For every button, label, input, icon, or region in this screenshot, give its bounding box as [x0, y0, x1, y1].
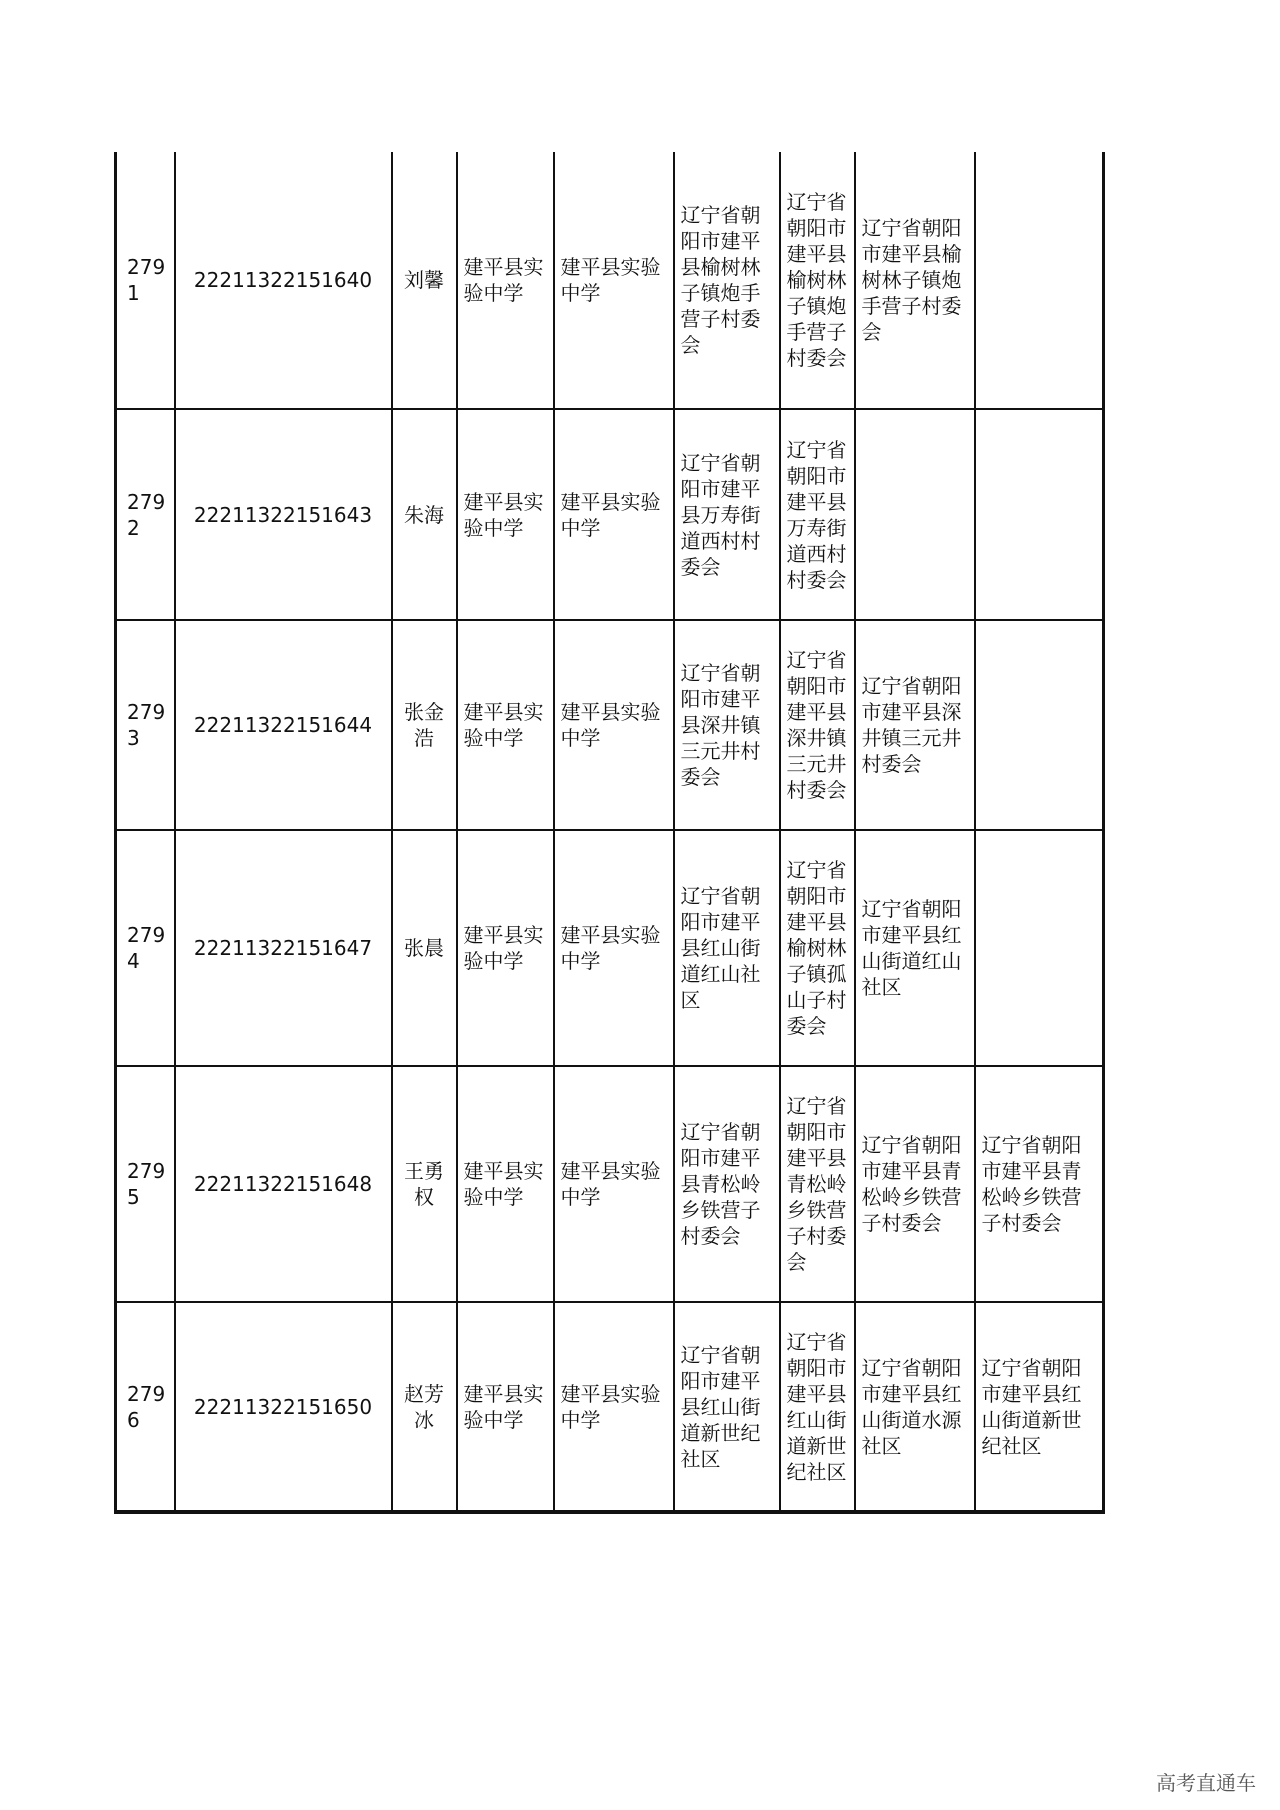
candidate-id: 22211322151644: [175, 620, 392, 830]
address-1: 辽宁省朝阳市建平县深井镇三元井村委会: [674, 620, 780, 830]
address-4: [975, 620, 1104, 830]
school-name-2: 建平县实验中学: [554, 1066, 674, 1302]
school-name: 建平县实验中学: [457, 152, 554, 409]
address-4: [975, 152, 1104, 409]
candidate-id: 22211322151648: [175, 1066, 392, 1302]
row-number: 2795: [116, 1066, 175, 1302]
address-2: 辽宁省朝阳市建平县红山街道新世纪社区: [780, 1302, 855, 1512]
address-4: 辽宁省朝阳市建平县红山街道新世纪社区: [975, 1302, 1104, 1512]
address-4: [975, 830, 1104, 1066]
candidate-id: 22211322151650: [175, 1302, 392, 1512]
table-row: [116, 830, 1104, 1066]
candidate-name: 赵芳冰: [392, 1302, 457, 1512]
table-row: [116, 152, 1104, 409]
school-name-2: 建平县实验中学: [554, 620, 674, 830]
address-2: 辽宁省朝阳市建平县青松岭乡铁营子村委会: [780, 1066, 855, 1302]
table-row: [116, 409, 1104, 620]
table-row: [116, 620, 1104, 830]
address-3: 辽宁省朝阳市建平县榆树林子镇炮手营子村委会: [855, 152, 975, 409]
address-2: 辽宁省朝阳市建平县深井镇三元井村委会: [780, 620, 855, 830]
address-3: [855, 409, 975, 620]
address-4: 辽宁省朝阳市建平县青松岭乡铁营子村委会: [975, 1066, 1104, 1302]
table-row: [116, 1066, 1104, 1302]
address-3: 辽宁省朝阳市建平县青松岭乡铁营子村委会: [855, 1066, 975, 1302]
row-number: 2792: [116, 409, 175, 620]
candidate-name: 张晨: [392, 830, 457, 1066]
candidate-id: 22211322151643: [175, 409, 392, 620]
candidate-id: 22211322151647: [175, 830, 392, 1066]
address-1: 辽宁省朝阳市建平县红山街道新世纪社区: [674, 1302, 780, 1512]
registration-table: [114, 152, 1105, 1514]
school-name-2: 建平县实验中学: [554, 1302, 674, 1512]
table-row: [116, 1302, 1104, 1512]
row-number: 2796: [116, 1302, 175, 1512]
candidate-name: 张金浩: [392, 620, 457, 830]
address-3: 辽宁省朝阳市建平县红山街道红山社区: [855, 830, 975, 1066]
address-1: 辽宁省朝阳市建平县红山街道红山社区: [674, 830, 780, 1066]
row-number: 2793: [116, 620, 175, 830]
address-4: [975, 409, 1104, 620]
address-2: 辽宁省朝阳市建平县万寿街道西村村委会: [780, 409, 855, 620]
address-2: 辽宁省朝阳市建平县榆树林子镇炮手营子村委会: [780, 152, 855, 409]
watermark: 高考直通车: [1156, 1771, 1256, 1795]
school-name-2: 建平县实验中学: [554, 409, 674, 620]
address-3: 辽宁省朝阳市建平县红山街道水源社区: [855, 1302, 975, 1512]
address-3: 辽宁省朝阳市建平县深井镇三元井村委会: [855, 620, 975, 830]
row-number: 2791: [116, 152, 175, 409]
school-name: 建平县实验中学: [457, 1066, 554, 1302]
school-name: 建平县实验中学: [457, 830, 554, 1066]
address-1: 辽宁省朝阳市建平县青松岭乡铁营子村委会: [674, 1066, 780, 1302]
candidate-id: 22211322151640: [175, 152, 392, 409]
school-name-2: 建平县实验中学: [554, 830, 674, 1066]
school-name-2: 建平县实验中学: [554, 152, 674, 409]
school-name: 建平县实验中学: [457, 409, 554, 620]
school-name: 建平县实验中学: [457, 1302, 554, 1512]
candidate-name: 朱海: [392, 409, 457, 620]
candidate-name: 刘馨: [392, 152, 457, 409]
candidate-name: 王勇权: [392, 1066, 457, 1302]
row-number: 2794: [116, 830, 175, 1066]
address-2: 辽宁省朝阳市建平县榆树林子镇孤山子村委会: [780, 830, 855, 1066]
address-1: 辽宁省朝阳市建平县万寿街道西村村委会: [674, 409, 780, 620]
address-1: 辽宁省朝阳市建平县榆树林子镇炮手营子村委会: [674, 152, 780, 409]
school-name: 建平县实验中学: [457, 620, 554, 830]
